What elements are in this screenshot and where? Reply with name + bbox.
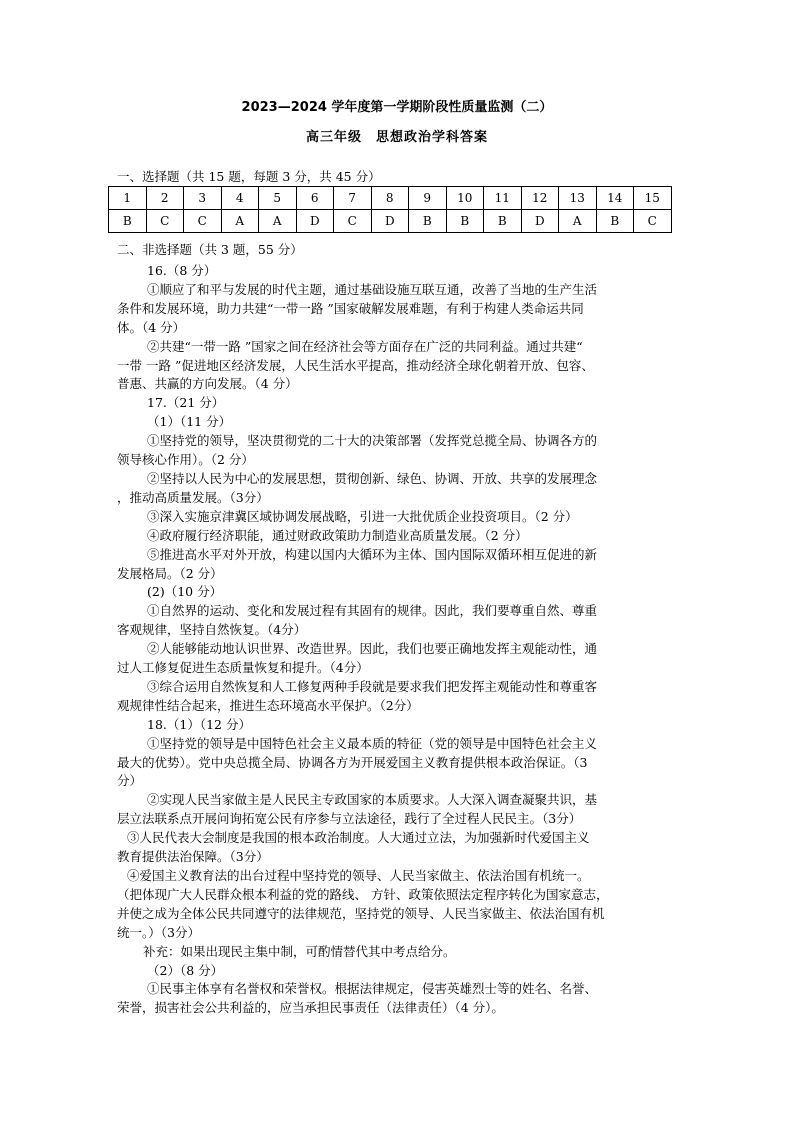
answer-line: 体。（4 分） [117,319,186,335]
page-title: 2023—2024 学年度第一学期阶段性质量监测（二） [241,100,553,115]
supplement-note: 补充：如果出现民主集中制，可酌情替代其中考点给分。 [143,943,456,959]
answer-line: ⑤推进高水平对外开放，构建以国内大循环为主体、国内国际双循环相互促进的新 [147,546,598,562]
answer-cell: B [109,210,147,233]
question-number: 10 [446,187,484,210]
answer-line: ，推动高质量发展。（3分） [117,489,269,505]
answer-cell: D [521,210,559,233]
question-number-row [109,187,672,210]
answer-cell: B [409,210,447,233]
answer-cell: C [634,210,672,233]
answer-line: ②实现人民当家做主是人民民主专政国家的本质要求。人大深入调查凝聚共识，基 [147,792,598,808]
question-number: 3 [184,187,222,210]
answer-cell: A [221,210,259,233]
answer-cell: B [446,210,484,233]
answer-cell: C [146,210,184,233]
answer-line: 荣誉，损害社会公共利益的，应当承担民事责任（法律责任）（4 分）。 [117,1000,504,1016]
answer-cell: D [296,210,334,233]
answer-line: 领导核心作用）。（2 分） [117,452,254,468]
answer-line: ③人民代表大会制度是我国的根本政治制度。人大通过立法，为加强新时代爱国主义 [127,830,590,846]
sub-question-heading: （1）（11 分） [147,414,232,430]
answer-cell: D [371,210,409,233]
section2-heading: 二、非选择题（共 3 题，55 分） [117,242,303,257]
answer-table [108,186,672,233]
answer-line: 并使之成为全体公民共同遵守的法律规范，坚持党的领导、人民当家做主、依法治国有机 [117,905,605,921]
answer-line: 最大的优势）。党中央总揽全局、协调各方为开展爱国主义教育提供根本政治保证。（3 [117,754,588,770]
question-number: 2 [146,187,184,210]
answer-line: （把体现广大人民群众根本利益的党的路线、 方针、政策依照法定程序转化为国家意志， [117,886,609,902]
question-number: 4 [221,187,259,210]
section2-body [117,262,677,1018]
question-number: 9 [409,187,447,210]
answer-line: ③综合运用自然恢复和人工修复两种手段就是要求我们把发挥主观能动性和尊重客 [147,678,598,694]
answer-line: 发展格局。（2 分） [117,565,223,581]
answer-row [109,210,672,233]
answer-cell: B [596,210,634,233]
question-number: 12 [521,187,559,210]
question-number: 8 [371,187,409,210]
answer-line: ②人能够能动地认识世界、改造世界。因此，我们也要正确地发挥主观能动性，通 [147,641,598,657]
answer-line: 教育提供法治保障。（3分） [117,849,269,865]
answer-line: ②共建“一带一路 ”国家之间在经济社会等方面存在广泛的共同利益。通过共建“ [147,338,583,354]
question-number: 1 [109,187,147,210]
answer-line: 条件和发展环境，助力共建“一带一路 ”国家破解发展难题，有利于构建人类命运共同 [117,300,584,316]
answer-line: 一带 一路 ”促进地区经济发展，人民生活水平提高，推动经济全球化朝着开放、包容、 [117,357,594,373]
answer-line: ①自然界的运动、变化和发展过程有其固有的规律。因此，我们要尊重自然、尊重 [147,603,598,619]
question-number: 14 [596,187,634,210]
section1-heading: 一、选择题（共 15 题，每题 3 分，共 45 分） [117,169,381,184]
question-number: 13 [559,187,597,210]
answer-cell: A [259,210,297,233]
answer-cell: A [559,210,597,233]
answer-line: ④政府履行经济职能，通过财政政策助力制造业高质量发展。（2 分） [147,527,528,543]
answer-line: 过人工修复促进生态质量恢复和提升。（4分） [117,660,369,676]
question-number: 11 [484,187,522,210]
answer-line: ①民事主体享有名誉权和荣誉权。根据法律规定，侵害英雄烈士等的姓名、名誉、 [147,981,598,997]
question-heading: 18.（1）（12 分） [147,716,251,732]
answer-line: 层立法联系点开展问询拓宽公民有序参与立法途径，践行了全过程人民民主。（3分） [117,811,582,827]
answer-cell: C [334,210,372,233]
question-number: 7 [334,187,372,210]
answer-line: 普惠、共赢的方向发展。（4 分） [117,376,298,392]
question-number: 5 [259,187,297,210]
answer-line: 客观规律，坚持自然恢复。（4分） [117,622,307,638]
question-heading: 17.（21 分） [147,395,225,411]
question-number: 6 [296,187,334,210]
answer-line: ④爱国主义教育法的出台过程中坚持党的领导、人民当家做主、依法治国有机统一。 [127,868,590,883]
question-heading: 16.（8 分） [147,263,217,278]
sub-question-heading: （2）（8 分） [147,962,224,978]
answer-line: ①坚持党的领导，坚决贯彻党的二十大的决策部署（发挥党总揽全局、协调各方的 [147,433,598,449]
answer-cell: C [184,210,222,233]
answer-line: ②坚持以人民为中心的发展思想，贯彻创新、绿色、协调、开放、共享的发展理念 [147,470,598,486]
answer-line: ①坚持党的领导是中国特色社会主义最本质的特征（党的领导是中国特色社会主义 [147,735,598,751]
answer-line: 观规律性结合起来，推进生态环境高水平保护。（2分） [117,697,419,713]
answer-line: ①顺应了和平与发展的时代主题，通过基础设施互联互通，改善了当地的生产生活 [147,281,598,297]
question-number: 15 [634,187,672,210]
answer-line: 统一。）（3分） [117,924,200,940]
answer-line: ③深入实施京津冀区域协调发展战略，引进一大批优质企业投资项目。（2 分） [147,508,578,524]
sub-question-heading: (2)（10 分） [147,584,223,600]
answer-line: 分） [117,773,143,789]
answer-cell: B [484,210,522,233]
page-subtitle: 高三年级 思想政治学科答案 [305,130,488,145]
